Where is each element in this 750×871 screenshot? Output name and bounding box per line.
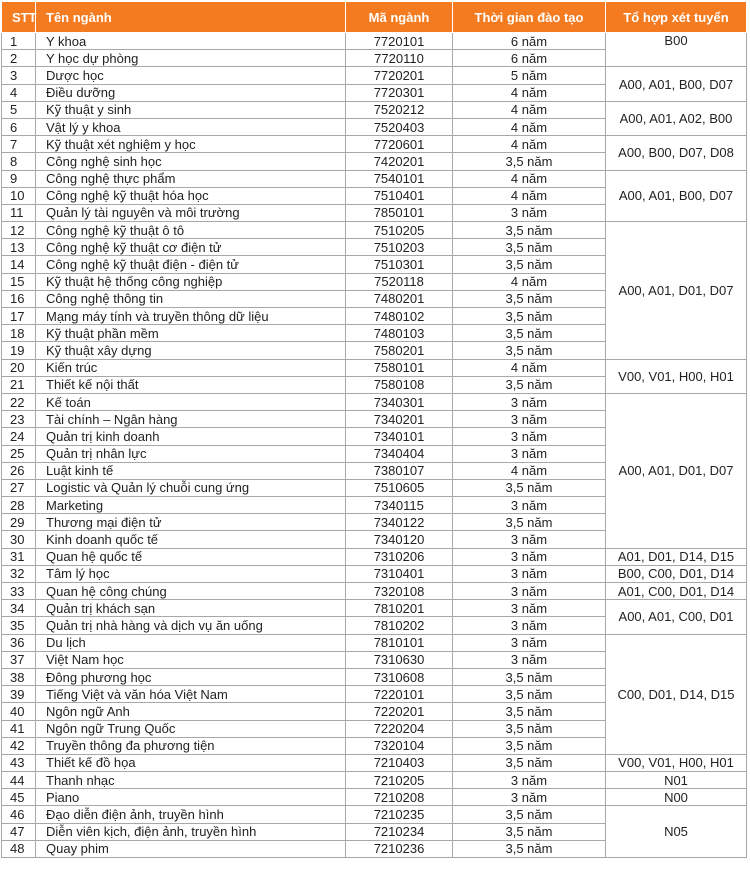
row-major-name: Marketing (36, 497, 346, 514)
row-duration: 3,5 năm (453, 754, 606, 771)
row-stt: 21 (2, 376, 36, 393)
row-major-name: Piano (36, 789, 346, 806)
row-stt: 20 (2, 359, 36, 376)
row-duration: 3 năm (453, 565, 606, 582)
row-stt: 11 (2, 204, 36, 221)
row-major-name: Đông phương học (36, 668, 346, 685)
row-stt: 1 (2, 33, 36, 50)
row-major-name: Thiết kế đồ họa (36, 754, 346, 771)
row-subject-combination: C00, D01, D14, D15 (606, 634, 747, 754)
row-duration: 3 năm (453, 531, 606, 548)
row-duration: 3 năm (453, 651, 606, 668)
row-duration: 4 năm (453, 170, 606, 187)
row-stt: 37 (2, 651, 36, 668)
row-major-name: Quản trị nhân lực (36, 445, 346, 462)
row-major-name: Luật kinh tế (36, 462, 346, 479)
row-stt: 3 (2, 67, 36, 84)
row-stt: 32 (2, 565, 36, 582)
row-stt: 39 (2, 686, 36, 703)
row-duration: 3,5 năm (453, 325, 606, 342)
row-major-name: Kiến trúc (36, 359, 346, 376)
row-major-name: Đạo diễn điện ảnh, truyền hình (36, 806, 346, 823)
row-duration: 3,5 năm (453, 823, 606, 840)
row-stt: 14 (2, 256, 36, 273)
row-stt: 19 (2, 342, 36, 359)
row-subject-combination: A00, A01, C00, D01 (606, 600, 747, 634)
row-stt: 18 (2, 325, 36, 342)
row-stt: 29 (2, 514, 36, 531)
row-subject-combination: N05 (606, 806, 747, 858)
row-major-code: 7210403 (346, 754, 453, 771)
row-major-code: 7810201 (346, 600, 453, 617)
row-major-name: Diễn viên kịch, điện ảnh, truyền hình (36, 823, 346, 840)
row-major-name: Kỹ thuật y sinh (36, 101, 346, 118)
row-major-name: Quản trị kinh doanh (36, 428, 346, 445)
row-major-code: 7720101 (346, 33, 453, 50)
row-major-name: Thương mại điện tử (36, 514, 346, 531)
row-major-name: Công nghệ sinh học (36, 153, 346, 170)
row-subject-combination: N01 (606, 772, 747, 789)
row-duration: 4 năm (453, 273, 606, 290)
row-major-code: 7210236 (346, 840, 453, 857)
row-major-name: Quản trị nhà hàng và dịch vụ ăn uống (36, 617, 346, 634)
row-stt: 34 (2, 600, 36, 617)
row-duration: 5 năm (453, 67, 606, 84)
row-duration: 3,5 năm (453, 720, 606, 737)
admission-majors-table (1, 1, 747, 858)
row-subject-combination: A00, A01, B00, D07 (606, 170, 747, 222)
row-stt: 17 (2, 308, 36, 325)
row-major-code: 7340120 (346, 531, 453, 548)
row-duration: 4 năm (453, 101, 606, 118)
row-major-name: Kỹ thuật xây dựng (36, 342, 346, 359)
table-row (2, 136, 747, 153)
row-major-code: 7810202 (346, 617, 453, 634)
row-stt: 8 (2, 153, 36, 170)
row-duration: 3,5 năm (453, 239, 606, 256)
row-subject-combination: A01, C00, D01, D14 (606, 583, 747, 600)
row-major-code: 7380107 (346, 462, 453, 479)
row-duration: 4 năm (453, 359, 606, 376)
row-major-code: 7310630 (346, 651, 453, 668)
row-duration: 3 năm (453, 393, 606, 410)
row-major-name: Tâm lý học (36, 565, 346, 582)
row-major-code: 7520403 (346, 118, 453, 135)
row-major-code: 7720301 (346, 84, 453, 101)
row-major-code: 7720201 (346, 67, 453, 84)
row-major-code: 7320104 (346, 737, 453, 754)
row-major-code: 7580108 (346, 376, 453, 393)
row-major-name: Công nghệ kỹ thuật điện - điện tử (36, 256, 346, 273)
table-row (2, 393, 747, 410)
row-duration: 3 năm (453, 497, 606, 514)
row-stt: 15 (2, 273, 36, 290)
row-major-code: 7340404 (346, 445, 453, 462)
row-major-code: 7510401 (346, 187, 453, 204)
header-major-name: Tên ngành (36, 2, 346, 33)
row-major-name: Thiết kế nội thất (36, 376, 346, 393)
row-major-name: Tài chính – Ngân hàng (36, 411, 346, 428)
row-major-code: 7510203 (346, 239, 453, 256)
row-duration: 4 năm (453, 84, 606, 101)
row-duration: 3,5 năm (453, 686, 606, 703)
header-subject-combination: Tổ hợp xét tuyển (606, 2, 747, 33)
row-major-code: 7720110 (346, 50, 453, 67)
row-major-code: 7220101 (346, 686, 453, 703)
table-body (2, 33, 747, 858)
row-major-code: 7520118 (346, 273, 453, 290)
row-major-name: Vật lý y khoa (36, 118, 346, 135)
row-stt: 5 (2, 101, 36, 118)
row-major-code: 7210234 (346, 823, 453, 840)
row-major-code: 7220204 (346, 720, 453, 737)
row-stt: 26 (2, 462, 36, 479)
row-stt: 23 (2, 411, 36, 428)
row-major-code: 7320108 (346, 583, 453, 600)
row-stt: 35 (2, 617, 36, 634)
row-duration: 3 năm (453, 411, 606, 428)
row-duration: 3,5 năm (453, 153, 606, 170)
row-duration: 3 năm (453, 634, 606, 651)
row-duration: 3 năm (453, 772, 606, 789)
row-major-name: Kinh doanh quốc tế (36, 531, 346, 548)
row-major-code: 7340101 (346, 428, 453, 445)
row-duration: 3 năm (453, 583, 606, 600)
row-major-name: Du lịch (36, 634, 346, 651)
row-major-code: 7480102 (346, 308, 453, 325)
row-major-code: 7480201 (346, 290, 453, 307)
row-major-name: Điều dưỡng (36, 84, 346, 101)
row-major-code: 7310206 (346, 548, 453, 565)
row-duration: 3,5 năm (453, 737, 606, 754)
row-major-code: 7340201 (346, 411, 453, 428)
row-major-code: 7510205 (346, 222, 453, 239)
table-row (2, 170, 747, 187)
table-header-row (2, 2, 747, 33)
row-major-code: 7810101 (346, 634, 453, 651)
table-row (2, 806, 747, 823)
row-duration: 4 năm (453, 187, 606, 204)
row-duration: 3,5 năm (453, 256, 606, 273)
row-duration: 3 năm (453, 600, 606, 617)
row-duration: 4 năm (453, 118, 606, 135)
row-major-name: Y học dự phòng (36, 50, 346, 67)
row-major-name: Y khoa (36, 33, 346, 50)
row-stt: 25 (2, 445, 36, 462)
row-major-name: Tiếng Việt và văn hóa Việt Nam (36, 686, 346, 703)
table-row (2, 565, 747, 582)
row-major-code: 7210208 (346, 789, 453, 806)
row-subject-combination: B00, C00, D01, D14 (606, 565, 747, 582)
row-major-name: Dược học (36, 67, 346, 84)
table-row (2, 548, 747, 565)
row-major-name: Kỹ thuật phần mềm (36, 325, 346, 342)
row-major-code: 7310608 (346, 668, 453, 685)
row-duration: 6 năm (453, 50, 606, 67)
table-row (2, 772, 747, 789)
row-duration: 3 năm (453, 204, 606, 221)
row-subject-combination: A00, A01, B00, D07 (606, 67, 747, 101)
row-major-name: Công nghệ thông tin (36, 290, 346, 307)
row-duration: 3,5 năm (453, 376, 606, 393)
row-stt: 12 (2, 222, 36, 239)
row-stt: 31 (2, 548, 36, 565)
row-stt: 33 (2, 583, 36, 600)
row-stt: 7 (2, 136, 36, 153)
row-duration: 3,5 năm (453, 668, 606, 685)
row-stt: 42 (2, 737, 36, 754)
row-stt: 40 (2, 703, 36, 720)
row-major-code: 7210235 (346, 806, 453, 823)
row-stt: 9 (2, 170, 36, 187)
row-major-name: Quản trị khách sạn (36, 600, 346, 617)
row-major-code: 7220201 (346, 703, 453, 720)
row-subject-combination: A00, A01, A02, B00 (606, 101, 747, 135)
row-major-code: 7310401 (346, 565, 453, 582)
row-major-name: Thanh nhạc (36, 772, 346, 789)
table-row (2, 359, 747, 376)
row-duration: 3,5 năm (453, 514, 606, 531)
row-stt: 13 (2, 239, 36, 256)
row-major-name: Mạng máy tính và truyền thông dữ liệu (36, 308, 346, 325)
row-stt: 45 (2, 789, 36, 806)
row-major-code: 7340115 (346, 497, 453, 514)
row-major-code: 7340301 (346, 393, 453, 410)
row-major-code: 7510605 (346, 479, 453, 496)
row-stt: 44 (2, 772, 36, 789)
row-duration: 3 năm (453, 428, 606, 445)
table-row (2, 583, 747, 600)
row-duration: 3,5 năm (453, 308, 606, 325)
row-stt: 41 (2, 720, 36, 737)
row-duration: 3 năm (453, 617, 606, 634)
row-stt: 16 (2, 290, 36, 307)
row-major-name: Ngôn ngữ Anh (36, 703, 346, 720)
row-subject-combination: A00, A01, D01, D07 (606, 222, 747, 360)
row-major-code: 7420201 (346, 153, 453, 170)
row-stt: 10 (2, 187, 36, 204)
row-major-code: 7520212 (346, 101, 453, 118)
table-row (2, 101, 747, 118)
row-stt: 24 (2, 428, 36, 445)
row-major-code: 7340122 (346, 514, 453, 531)
row-major-name: Kỹ thuật xét nghiệm y học (36, 136, 346, 153)
row-duration: 6 năm (453, 33, 606, 50)
row-major-name: Kỹ thuật hệ thống công nghiệp (36, 273, 346, 290)
row-duration: 3,5 năm (453, 342, 606, 359)
row-major-name: Công nghệ kỹ thuật cơ điện tử (36, 239, 346, 256)
row-major-name: Truyền thông đa phương tiện (36, 737, 346, 754)
row-duration: 4 năm (453, 462, 606, 479)
row-stt: 43 (2, 754, 36, 771)
row-major-name: Quay phim (36, 840, 346, 857)
row-stt: 27 (2, 479, 36, 496)
row-duration: 3,5 năm (453, 222, 606, 239)
row-subject-combination: N00 (606, 789, 747, 806)
row-duration: 4 năm (453, 136, 606, 153)
row-stt: 4 (2, 84, 36, 101)
row-subject-combination: V00, V01, H00, H01 (606, 359, 747, 393)
row-major-name: Quản lý tài nguyên và môi trường (36, 204, 346, 221)
row-duration: 3,5 năm (453, 840, 606, 857)
row-subject-combination: A01, D01, D14, D15 (606, 548, 747, 565)
table-row (2, 67, 747, 84)
row-subject-combination: V00, V01, H00, H01 (606, 754, 747, 771)
row-major-code: 7510301 (346, 256, 453, 273)
row-major-name: Quan hệ quốc tế (36, 548, 346, 565)
row-major-name: Công nghệ kỹ thuật hóa học (36, 187, 346, 204)
row-major-code: 7580201 (346, 342, 453, 359)
row-major-name: Kế toán (36, 393, 346, 410)
row-stt: 47 (2, 823, 36, 840)
row-stt: 22 (2, 393, 36, 410)
table-row (2, 33, 747, 50)
row-major-code: 7720601 (346, 136, 453, 153)
row-major-name: Công nghệ thực phẩm (36, 170, 346, 187)
header-duration: Thời gian đào tạo (453, 2, 606, 33)
row-stt: 2 (2, 50, 36, 67)
row-major-name: Ngôn ngữ Trung Quốc (36, 720, 346, 737)
row-stt: 46 (2, 806, 36, 823)
row-major-code: 7480103 (346, 325, 453, 342)
row-major-code: 7850101 (346, 204, 453, 221)
row-duration: 3,5 năm (453, 479, 606, 496)
table-row (2, 789, 747, 806)
row-duration: 3,5 năm (453, 290, 606, 307)
table-row (2, 222, 747, 239)
row-subject-combination: A00, A01, D01, D07 (606, 393, 747, 548)
table-row (2, 600, 747, 617)
row-major-code: 7540101 (346, 170, 453, 187)
row-major-name: Công nghệ kỹ thuật ô tô (36, 222, 346, 239)
header-major-code: Mã ngành (346, 2, 453, 33)
row-major-code: 7580101 (346, 359, 453, 376)
table-row (2, 754, 747, 771)
row-major-name: Logistic và Quản lý chuỗi cung ứng (36, 479, 346, 496)
row-major-code: 7210205 (346, 772, 453, 789)
header-stt: STT (2, 2, 36, 33)
row-stt: 38 (2, 668, 36, 685)
row-stt: 48 (2, 840, 36, 857)
row-stt: 6 (2, 118, 36, 135)
row-duration: 3 năm (453, 789, 606, 806)
row-subject-combination: A00, B00, D07, D08 (606, 136, 747, 170)
row-duration: 3 năm (453, 548, 606, 565)
table-row (2, 634, 747, 651)
row-duration: 3,5 năm (453, 806, 606, 823)
row-stt: 36 (2, 634, 36, 651)
row-stt: 30 (2, 531, 36, 548)
row-duration: 3 năm (453, 445, 606, 462)
row-duration: 3,5 năm (453, 703, 606, 720)
row-major-name: Việt Nam học (36, 651, 346, 668)
row-major-name: Quan hệ công chúng (36, 583, 346, 600)
row-stt: 28 (2, 497, 36, 514)
row-subject-combination: B00 (606, 33, 747, 67)
